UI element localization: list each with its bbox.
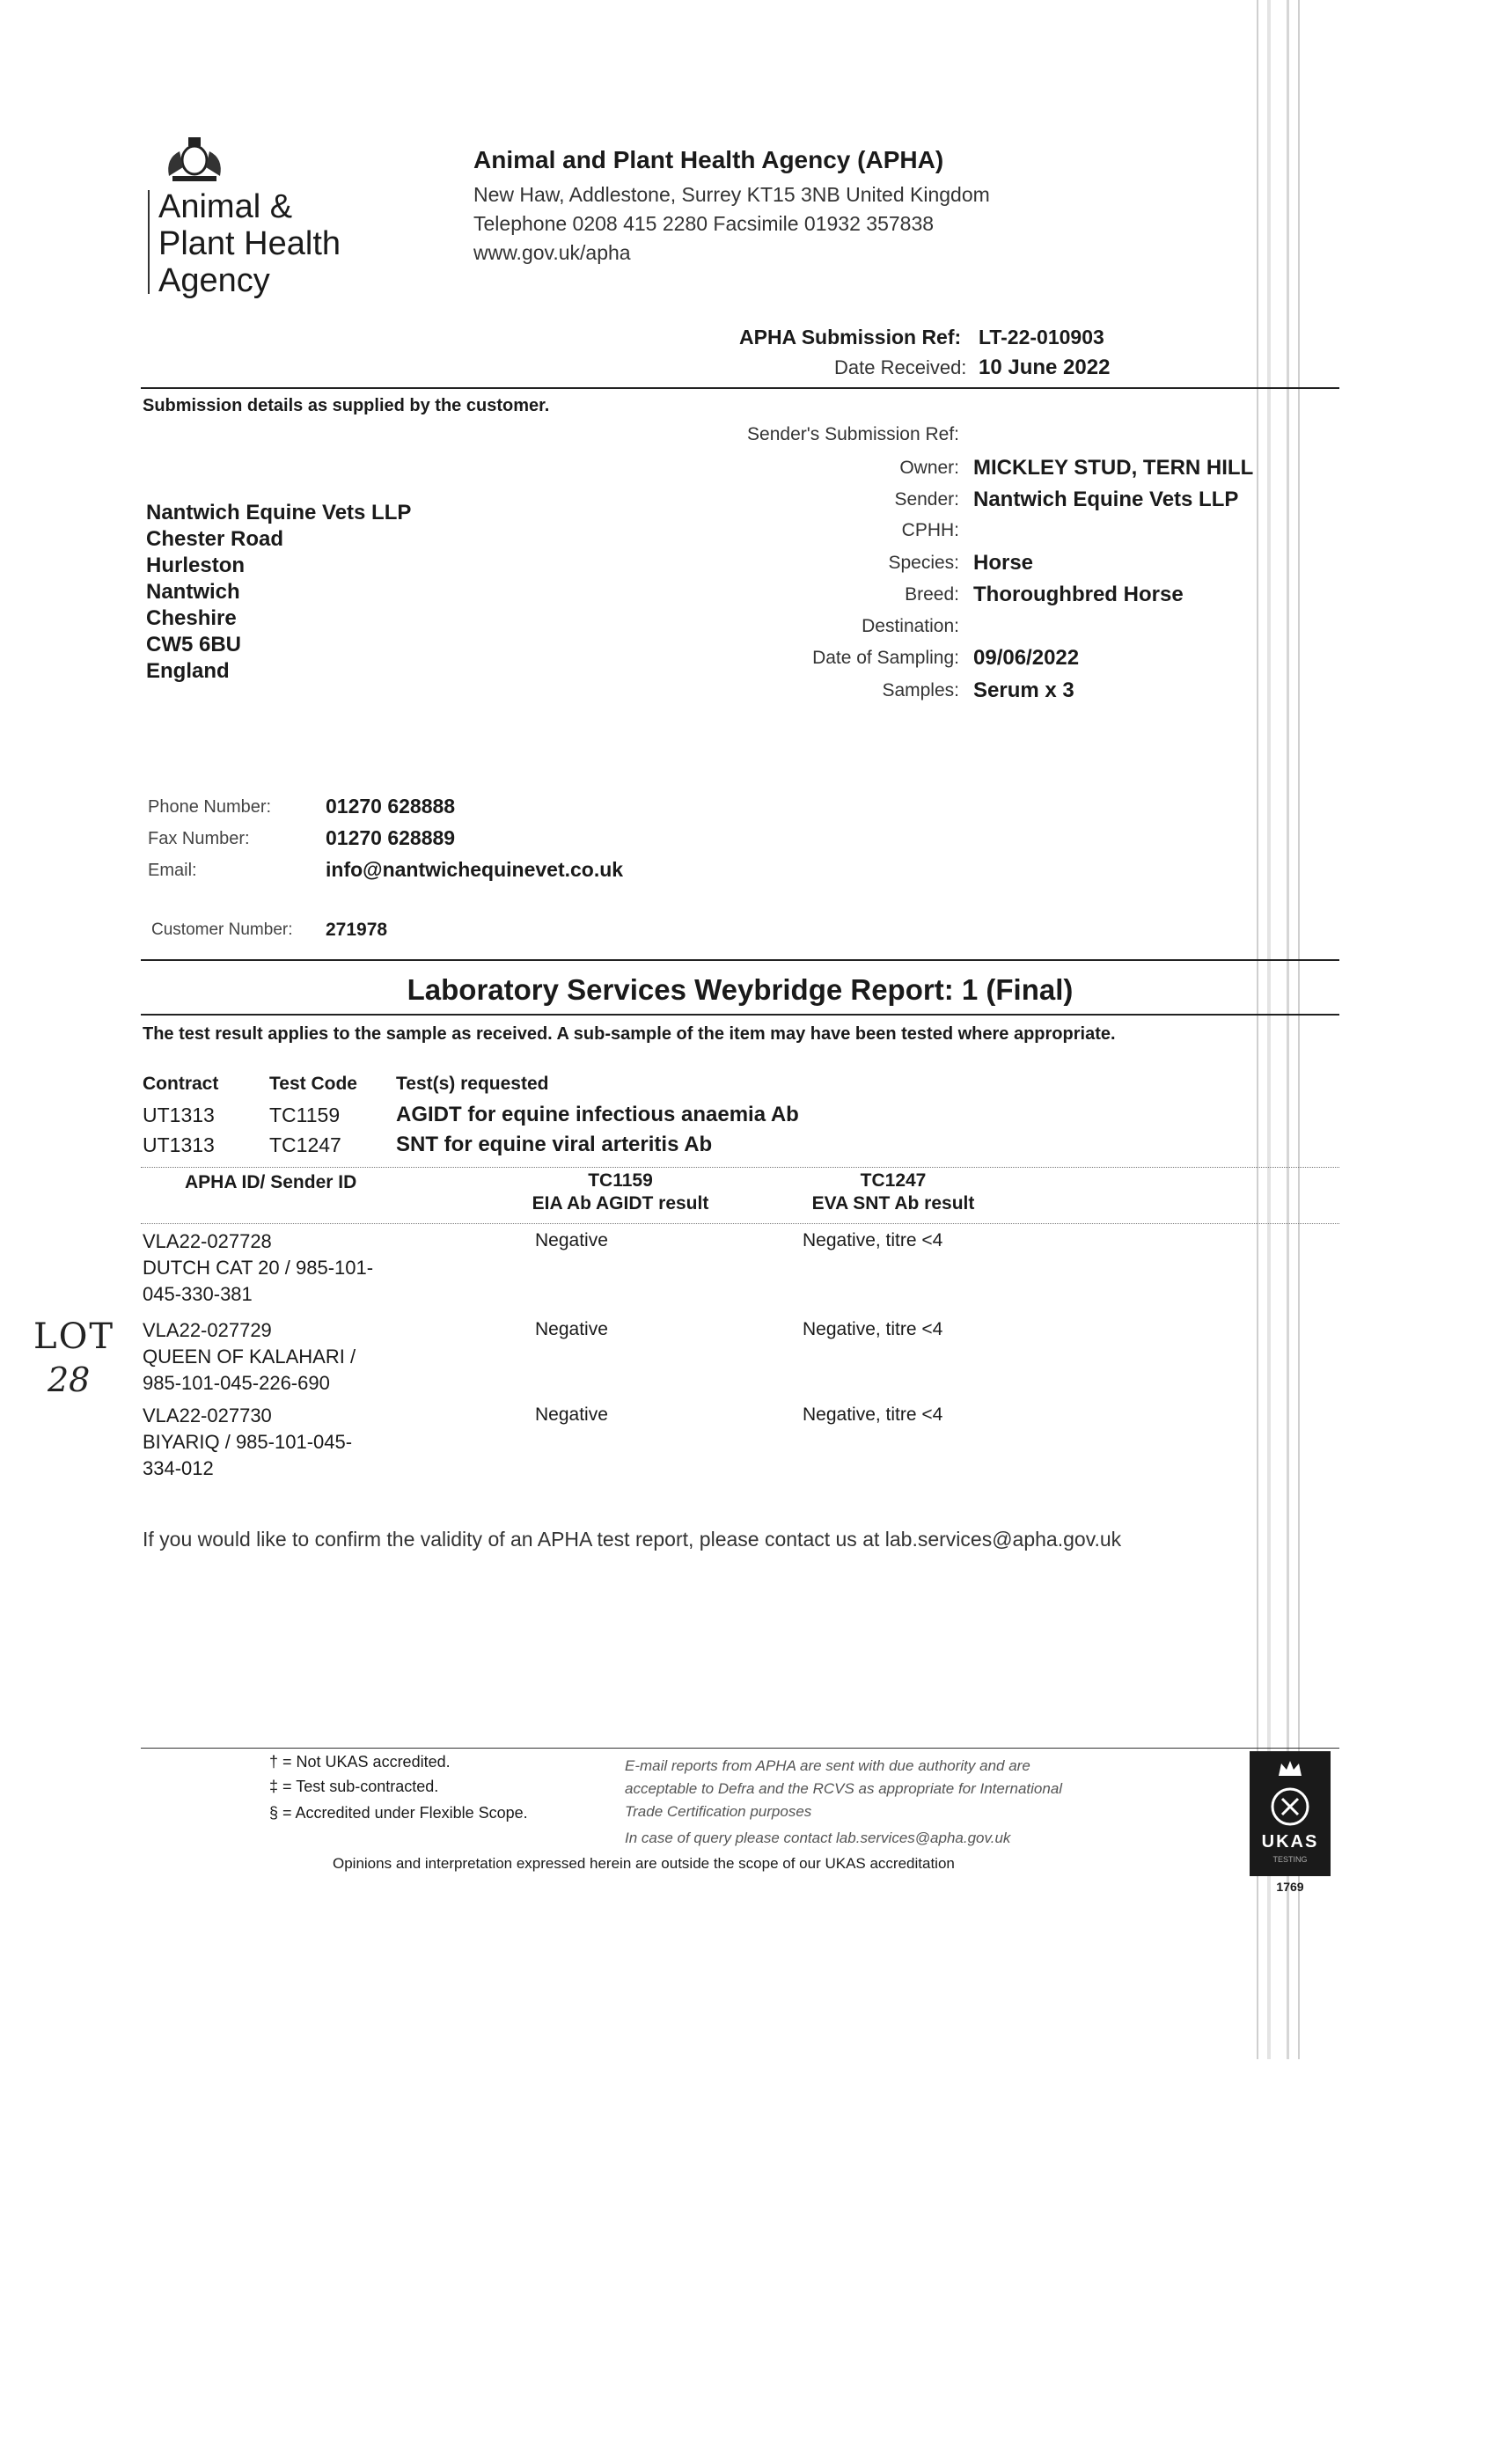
report-title: Laboratory Services Weybridge Report: 1 (Final) — [407, 973, 1074, 1006]
date-received-label: Date Received: — [834, 356, 967, 378]
ukas-badge — [1250, 1751, 1331, 1876]
result-id-line: BIYARIQ / 985-101-045- — [143, 1431, 353, 1453]
detail-value-breed: Thoroughbred Horse — [973, 583, 1184, 606]
test-code: TC1247 — [269, 1133, 341, 1156]
customer-number-label: Customer Number: — [151, 920, 293, 939]
address-line: England — [146, 659, 230, 683]
result-eia: Negative — [535, 1319, 608, 1339]
result-header-col2-name: EVA SNT Ab result — [811, 1193, 975, 1214]
divider — [141, 387, 1339, 389]
test-contract: UT1313 — [143, 1104, 215, 1126]
divider — [141, 959, 1339, 961]
report-note: The test result applies to the sample as received. A sub-sample of the item may have been tested where appropriate. — [143, 1024, 1116, 1044]
result-eia: Negative — [535, 1230, 608, 1250]
detail-label: CPHH: — [901, 520, 959, 540]
result-id-line: VLA22-027730 — [143, 1404, 272, 1426]
address-line: CW5 6BU — [146, 633, 242, 656]
detail-value-samples: Serum x 3 — [973, 678, 1074, 702]
detail-label: Sender's Submission Ref: — [747, 424, 959, 444]
fax-label: Fax Number: — [148, 829, 250, 848]
detail-label: Date of Sampling: — [812, 648, 959, 668]
detail-value-species: Horse — [973, 551, 1034, 575]
address-line: Hurleston — [146, 554, 246, 577]
result-id-line: VLA22-027728 — [143, 1230, 272, 1252]
handwritten-lot-number: 28 — [48, 1360, 91, 1399]
crown-icon — [1277, 1758, 1303, 1779]
detail-value-date-sampling: 09/06/2022 — [973, 646, 1080, 670]
result-eia: Negative — [535, 1404, 608, 1425]
footnote: † = Not UKAS accredited. — [269, 1753, 451, 1771]
footnote: § = Accredited under Flexible Scope. — [269, 1804, 528, 1822]
detail-label: Sender: — [894, 489, 959, 510]
detail-value-owner: MICKLEY STUD, TERN HILL — [973, 456, 1254, 480]
customer-number-value: 271978 — [326, 920, 388, 940]
agency-name: Animal and Plant Health Agency (APHA) — [473, 146, 944, 173]
scan-streak — [1257, 0, 1258, 2059]
detail-label: Breed: — [905, 584, 959, 605]
submission-ref-label: APHA Submission Ref: — [739, 326, 962, 348]
royal-coat-of-arms-icon — [160, 132, 229, 185]
result-eva: Negative, titre <4 — [803, 1404, 943, 1425]
scan-streak — [1298, 0, 1300, 2059]
ukas-sub: TESTING — [1272, 1855, 1308, 1864]
ukas-tick-icon — [1270, 1786, 1310, 1827]
result-id-line: QUEEN OF KALAHARI / — [143, 1346, 356, 1368]
detail-label: Samples: — [882, 680, 959, 700]
email-notice: E-mail reports from APHA are sent with due authority and are — [625, 1757, 1030, 1774]
email-notice: acceptable to Defra and the RCVS as appropriate for International — [625, 1780, 1063, 1797]
agency-address: New Haw, Addlestone, Surrey KT15 3NB United Kingdom — [473, 183, 990, 206]
phone-label: Phone Number: — [148, 797, 272, 817]
email-label: Email: — [148, 861, 197, 880]
address-line: Nantwich Equine Vets LLP — [146, 501, 412, 524]
divider — [141, 1223, 1339, 1224]
agency-logo-line: Animal & — [158, 188, 293, 225]
detail-label: Species: — [888, 553, 959, 573]
opinions-note: Opinions and interpretation expressed herein are outside the scope of our UKAS accreditation — [333, 1855, 955, 1872]
address-line: Nantwich — [146, 580, 240, 604]
result-header-col2-code: TC1247 — [860, 1170, 927, 1191]
phone-value: 01270 628888 — [326, 795, 456, 818]
agency-logo-line: Agency — [158, 262, 270, 299]
result-id-line: DUTCH CAT 20 / 985-101- — [143, 1257, 374, 1279]
agency-telephone: Telephone 0208 415 2280 Facsimile 01932 357838 — [473, 212, 935, 235]
email-notice: Trade Certification purposes — [625, 1803, 812, 1820]
divider — [141, 1167, 1339, 1168]
submission-details-note: Submission details as supplied by the customer. — [143, 396, 550, 415]
result-id-line: 985-101-045-226-690 — [143, 1372, 330, 1394]
address-line: Chester Road — [146, 527, 284, 551]
result-id-line: 334-012 — [143, 1457, 214, 1479]
test-code: TC1159 — [269, 1104, 341, 1126]
result-header-id: APHA ID/ Sender ID — [185, 1172, 357, 1192]
address-line: Cheshire — [146, 606, 237, 630]
divider — [141, 1748, 1339, 1749]
result-id-line: 045-330-381 — [143, 1283, 253, 1305]
fax-value: 01270 628889 — [326, 826, 456, 849]
test-header-contract: Contract — [143, 1074, 219, 1094]
test-contract: UT1313 — [143, 1133, 215, 1156]
detail-label: Owner: — [899, 458, 959, 478]
email-notice: In case of query please contact lab.services@apha.gov.uk — [625, 1830, 1011, 1846]
test-name: SNT for equine viral arteritis Ab — [396, 1133, 713, 1156]
scan-streak — [1267, 0, 1271, 2059]
agency-logo-line: Plant Health — [158, 225, 341, 262]
handwritten-lot: LOT — [33, 1316, 115, 1357]
date-received-value: 10 June 2022 — [979, 356, 1111, 379]
result-id-line: VLA22-027729 — [143, 1319, 272, 1341]
detail-value-sender: Nantwich Equine Vets LLP — [973, 488, 1239, 511]
scan-streak — [1287, 0, 1289, 2059]
footnote: ‡ = Test sub-contracted. — [269, 1778, 439, 1795]
divider — [141, 1014, 1339, 1016]
email-value: info@nantwichequinevet.co.uk — [326, 858, 624, 881]
test-name: AGIDT for equine infectious anaemia Ab — [396, 1103, 799, 1126]
result-header-col1-code: TC1159 — [588, 1170, 653, 1191]
detail-label: Destination: — [862, 616, 959, 636]
ukas-label: UKAS — [1261, 1832, 1319, 1852]
test-header-code: Test Code — [269, 1074, 357, 1094]
validity-note: If you would like to confirm the validity of an APHA test report, please contact us at lab.services@apha.gov.uk — [143, 1528, 1122, 1551]
submission-ref-value: LT-22-010903 — [979, 326, 1104, 348]
result-eva: Negative, titre <4 — [803, 1319, 943, 1339]
test-header-name: Test(s) requested — [396, 1074, 549, 1094]
result-header-col1-name: EIA Ab AGIDT result — [532, 1193, 709, 1214]
agency-website: www.gov.uk/apha — [473, 241, 631, 264]
ukas-number: 1769 — [1276, 1880, 1304, 1894]
result-eva: Negative, titre <4 — [803, 1230, 943, 1250]
